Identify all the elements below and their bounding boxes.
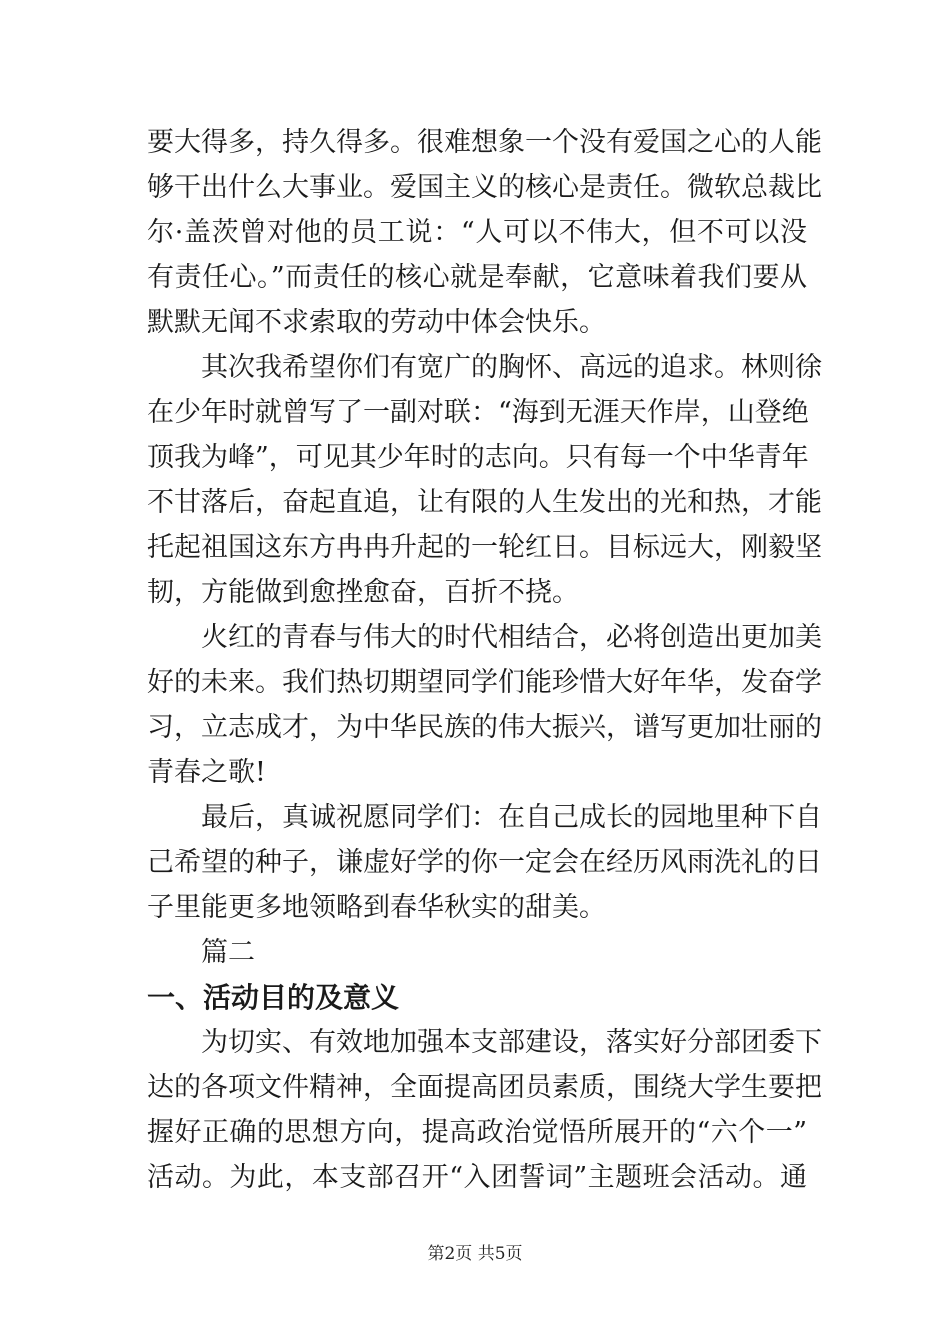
paragraph-first-line: 火红的青春与伟大的时代相结合，必将创造出更加美	[201, 622, 822, 653]
text-line: 顶我为峰”，可见其少年时的志向。只有每一个中华青年	[147, 442, 809, 473]
text-line: 青春之歌!	[147, 757, 266, 788]
text-line: 默默无闻不求索取的劳动中体会快乐。	[147, 307, 606, 338]
text-line: 达的各项文件精神，全面提高团员素质，围绕大学生要把	[147, 1072, 822, 1103]
text-line: 有责任心。”而责任的核心就是奉献，它意味着我们要从	[147, 262, 807, 293]
paragraph-first-line: 最后，真诚祝愿同学们：在自己成长的园地里种下自	[201, 802, 822, 833]
text-line: 在少年时就曾写了一副对联：“海到无涯天作岸，山登绝	[147, 397, 809, 428]
text-line: 尔·盖茨曾对他的员工说：“人可以不伟大，但不可以没	[147, 217, 807, 248]
text-line: 活动。为此，本支部召开“入团誓词”主题班会活动。通	[147, 1162, 807, 1193]
text-line: 要大得多，持久得多。很难想象一个没有爱国之心的人能	[147, 127, 822, 158]
page-footer: 第2页 共5页	[427, 1244, 523, 1264]
text-line: 握好正确的思想方向，提高政治觉悟所展开的“六个一”	[147, 1117, 807, 1148]
section-label: 篇二	[201, 937, 255, 968]
text-line: 子里能更多地领略到春华秋实的甜美。	[147, 892, 606, 923]
paragraph-first-line: 为切实、有效地加强本支部建设，落实好分部团委下	[201, 1027, 822, 1058]
text-line: 不甘落后，奋起直追，让有限的人生发出的光和热，才能	[147, 487, 822, 518]
text-line: 韧，方能做到愈挫愈奋，百折不挠。	[147, 577, 579, 608]
text-line: 习，立志成才，为中华民族的伟大振兴，谱写更加壮丽的	[147, 712, 822, 743]
section-heading: 一、活动目的及意义	[147, 981, 400, 1014]
paragraph-first-line: 其次我希望你们有宽广的胸怀、高远的追求。林则徐	[201, 352, 822, 383]
text-line: 好的未来。我们热切期望同学们能珍惜大好年华，发奋学	[147, 667, 822, 698]
text-line: 托起祖国这东方冉冉升起的一轮红日。目标远大，刚毅坚	[147, 532, 822, 563]
text-line: 己希望的种子，谦虚好学的你一定会在经历风雨洗礼的日	[147, 847, 822, 878]
text-line: 够干出什么大事业。爱国主义的核心是责任。微软总裁比	[147, 172, 822, 203]
